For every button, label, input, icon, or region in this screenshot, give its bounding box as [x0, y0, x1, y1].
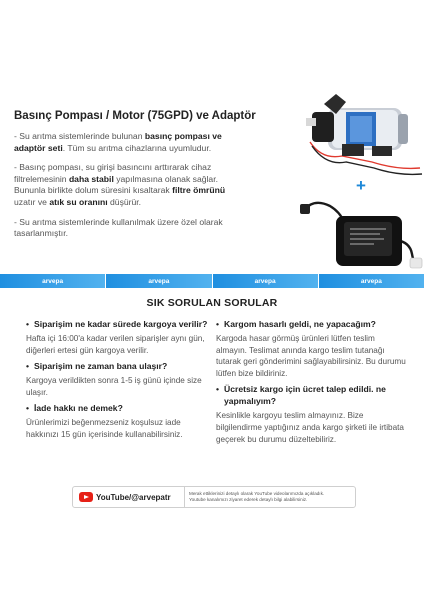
faq-item [216, 383, 406, 445]
footer-note-line: Merak ettiklerinizi detaylı olarak YouTube videolarımızda açıkladık. [189, 491, 325, 496]
faq-title: SIK SORULAN SORULAR [146, 297, 278, 309]
faq-item [26, 402, 211, 440]
footer-note-line: Youtube kanalımızı ziyaret ederek detaylı bilgi alabilirsiniz. [189, 497, 308, 502]
adaptor-icon [300, 196, 424, 272]
brand-band-label: arvepa [319, 274, 424, 288]
brand-band-label: arvepa [213, 274, 318, 288]
desc-paragraph-1: - Su arıtma sistemlerinde bulunan basınç pompası ve adaptör seti. Tüm su arıtma cihazlarına uyumludur. [14, 131, 222, 153]
faq-question: • Ücretsiz kargo için ücret talep edildi. ne yapmalıyım? [216, 384, 386, 407]
product-description [14, 131, 226, 248]
faq-answer: Ürünlerimizi beğenmezseniz koşulsuz iade hakkınızı 15 gün içerisinde kullanabilirsiniz. [26, 418, 183, 439]
youtube-footer[interactable] [72, 486, 356, 508]
faq-question: • Siparişim ne zaman bana ulaşır? [26, 361, 168, 372]
footer-note [185, 491, 324, 503]
faq-answer: Kargoya verildikten sonra 1-5 iş günü içinde size ulaşır. [26, 376, 202, 397]
youtube-icon [79, 492, 93, 502]
faq-answer: Hafta içi 16:00'a kadar verilen siparişler aynı gün, diğerleri ertesi gün kargoya verilir. [26, 334, 205, 355]
faq-question: • Kargom hasarlı geldi, ne yapacağım? [216, 319, 376, 329]
brand-band [0, 274, 424, 288]
pump-icon [302, 82, 424, 182]
faq-right-column [216, 318, 406, 449]
youtube-link[interactable] [73, 487, 185, 507]
youtube-handle: YouTube/@arvepatr [96, 492, 171, 502]
product-section [0, 0, 424, 274]
faq-item [26, 360, 211, 398]
desc-paragraph-3: - Su arıtma sistemlerinde kullanılmak üzere özel olarak tasarlanmıştır. [14, 216, 223, 239]
faq-answer: Kargoda hasar görmüş ürünleri lütfen teslim almayın. Teslimat anında kargo teslim tutanağı tutarak geri gönderimini sağlayabilirsiniz. Bu durumu lütfen bize bildiriniz. [216, 334, 406, 378]
brand-band-label: arvepa [0, 274, 105, 288]
faq-answer: Kesinlikle kargoyu teslim almayınız. Bize bilgilendirme yaptığınız anda kargo şirketi ile irtibata geçerek bu durumu düzeltebiliriz. [216, 411, 404, 444]
brand-band-label: arvepa [106, 274, 211, 288]
faq-item [26, 318, 211, 356]
faq-item [216, 318, 406, 379]
faq-question: • Siparişim ne kadar sürede kargoya verilir? [26, 319, 208, 329]
faq-question: • İade hakkı ne demek? [26, 403, 123, 414]
product-title: Basınç Pompası / Motor (75GPD) ve Adaptör [14, 110, 256, 122]
desc-paragraph-2: - Basınç pompası, su girişi basıncını arttırarak cihaz filtrelemesinin daha stabil yapılmasına olanak sağlar. Bununla birlikte dolum süresini kısaltarak filtre ömrünü uzatır ve atık su oranını düşürür. [14, 162, 226, 207]
faq-left-column [26, 318, 211, 445]
plus-sign: + [356, 176, 366, 195]
